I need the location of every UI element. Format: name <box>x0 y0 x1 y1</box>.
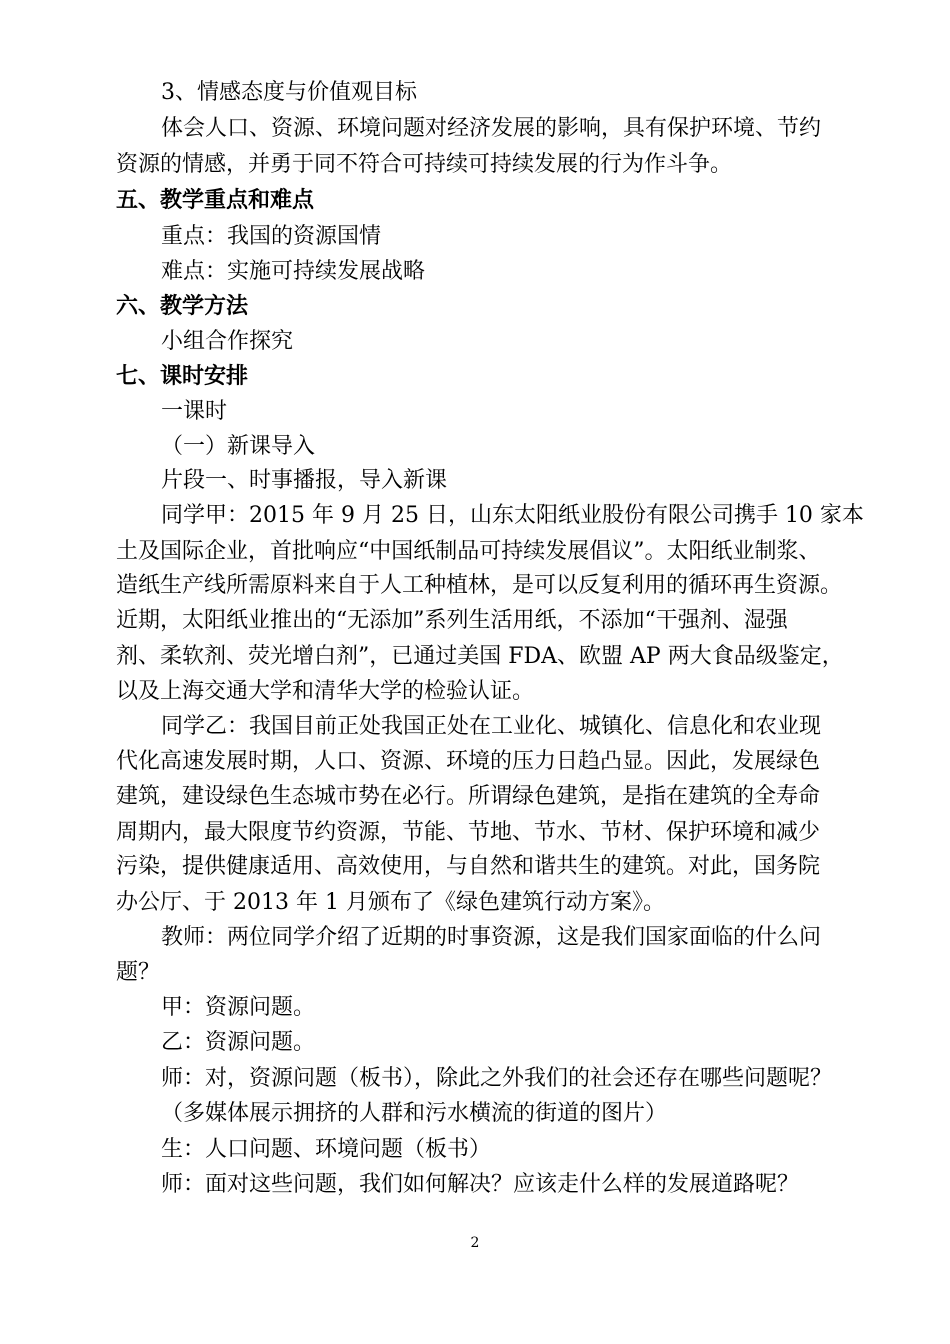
text-line: 小组合作探究 <box>161 329 294 354</box>
text-line: 造纸生产线所需原料来自于人工种植林，是可以反复利用的循环再生资源。 <box>116 573 843 598</box>
section-heading: 七、课时安排 <box>116 364 249 389</box>
text-line: 重点：我国的资源国情 <box>161 224 382 249</box>
text-line: 剂、柔软剂、荧光增白剂”，已通过美国 FDA、欧盟 AP 两大食品级鉴定， <box>116 644 844 669</box>
page-number: 2 <box>470 1235 480 1251</box>
text-line: 建筑，建设绿色生态城市势在必行。所谓绿色建筑，是指在建筑的全寿命 <box>116 784 821 809</box>
text-line: 同学甲：2015 年 9 月 25 日，山东太阳纸业股份有限公司携手 10 家本 <box>161 503 864 528</box>
text-line: （一）新课导入 <box>161 434 316 459</box>
text-line: 3、情感态度与价值观目标 <box>161 80 417 105</box>
text-line: 以及上海交通大学和清华大学的检验认证。 <box>116 679 535 704</box>
text-line: 乙：资源问题。 <box>161 1030 316 1055</box>
text-line: 周期内，最大限度节约资源，节能、节地、节水、节材、保护环境和减少 <box>116 820 821 845</box>
text-line: （多媒体展示拥挤的人群和污水横流的街道的图片） <box>161 1101 668 1126</box>
text-line: 污染，提供健康适用、高效使用，与自然和谐共生的建筑。对此，国务院 <box>116 854 821 879</box>
section-heading: 六、教学方法 <box>116 294 249 319</box>
text-line: 土及国际企业，首批响应“中国纸制品可持续发展倡议”。太阳纸业制浆、 <box>116 539 821 564</box>
text-line: 教师：两位同学介绍了近期的时事资源，这是我们国家面临的什么问 <box>161 925 822 950</box>
text-line: 甲：资源问题。 <box>161 995 316 1020</box>
text-line: 片段一、时事播报，导入新课 <box>161 468 448 493</box>
text-line: 师：对，资源问题（板书），除此之外我们的社会还存在哪些问题呢？ <box>161 1066 833 1091</box>
text-line: 办公厅、于 2013 年 1 月颁布了《绿色建筑行动方案》。 <box>116 890 665 915</box>
text-line: 资源的情感，并勇于同不符合可持续可持续发展的行为作斗争。 <box>116 152 733 177</box>
text-line: 师：面对这些问题，我们如何解决？应该走什么样的发展道路呢？ <box>161 1172 800 1197</box>
text-line: 体会人口、资源、环境问题对经济发展的影响，具有保护环境、节约 <box>161 116 822 141</box>
section-heading: 五、教学重点和难点 <box>116 188 315 213</box>
text-line: 代化高速发展时期，人口、资源、环境的压力日趋凸显。因此，发展绿色 <box>116 749 821 774</box>
text-line: 一课时 <box>161 399 228 424</box>
text-line: 难点：实施可持续发展战略 <box>161 259 426 284</box>
text-line: 生：人口问题、环境问题（板书） <box>161 1137 492 1162</box>
text-line: 近期，太阳纸业推出的“无添加”系列生活用纸，不添加“干强剂、湿强 <box>116 608 788 633</box>
text-line: 同学乙：我国目前正处我国正处在工业化、城镇化、信息化和农业现 <box>161 714 822 739</box>
text-line: 题？ <box>116 960 161 985</box>
